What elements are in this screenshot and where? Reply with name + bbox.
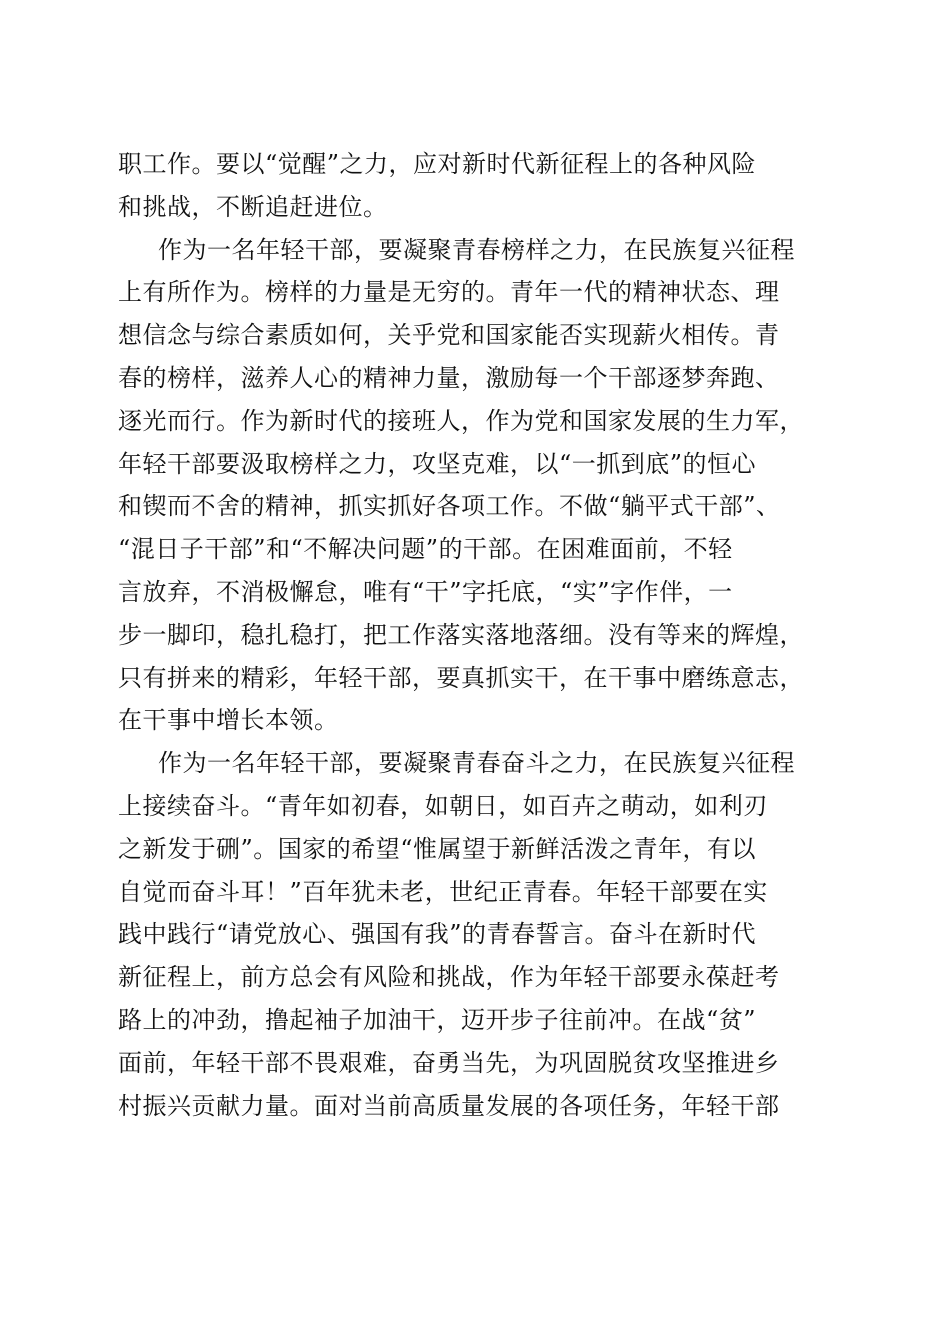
text-line: 之新发于硎”。国家的希望“惟属望于新鲜活泼之青年，有以: [118, 834, 757, 863]
text-line: 新征程上，前方总会有风险和挑战，作为年轻干部要永葆赶考: [118, 963, 780, 992]
text-line: 年轻干部要汲取榜样之力，攻坚克难，以“一抓到底”的恒心: [118, 449, 757, 478]
text-line: 上有所作为。榜样的力量是无穷的。青年一代的精神状态、理: [118, 278, 780, 307]
text-line: 在干事中增长本领。: [118, 706, 339, 735]
text-line: 面前，年轻干部不畏艰难，奋勇当先，为巩固脱贫攻坚推进乡: [118, 1048, 780, 1077]
text-line: 春的榜样，滋养人心的精神力量，激励每一个干部逐梦奔跑、: [118, 363, 780, 392]
text-line: 和挑战，不断追赶进位。: [118, 192, 388, 221]
paragraph-2: [118, 229, 830, 743]
text-line: 步一脚印，稳扎稳打，把工作落实落地落细。没有等来的辉煌，: [118, 620, 804, 649]
text-line: 践中践行“请党放心、强国有我”的青春誓言。奋斗在新时代: [118, 920, 757, 949]
text-line: 想信念与综合素质如何，关乎党和国家能否实现薪火相传。青: [118, 321, 780, 350]
text-line: “混日子干部”和“不解决问题”的干部。在困难面前，不轻: [118, 535, 733, 564]
text-line: 路上的冲劲，撸起袖子加油干，迈开步子往前冲。在战“贫”: [118, 1005, 757, 1034]
text-line: 上接续奋斗。“青年如初春，如朝日，如百卉之萌动，如利刃: [118, 791, 768, 820]
text-line: 村振兴贡献力量。面对当前高质量发展的各项任务，年轻干部: [118, 1091, 780, 1120]
paragraph-1: [118, 143, 830, 229]
text-line: 作为一名年轻干部，要凝聚青春奋斗之力，在民族复兴征程: [158, 749, 795, 778]
text-line: 只有拼来的精彩，年轻干部，要真抓实干，在干事中磨练意志，: [118, 663, 804, 692]
document-page: [118, 143, 830, 1127]
text-line: 自觉而奋斗耳！”百年犹未老，世纪正青春。年轻干部要在实: [118, 877, 768, 906]
text-line: 作为一名年轻干部，要凝聚青春榜样之力，在民族复兴征程: [158, 235, 795, 264]
text-line: 言放弃，不消极懈怠，唯有“干”字托底，“实”字作伴，一: [118, 577, 733, 606]
text-line: 职工作。要以“觉醒”之力，应对新时代新征程上的各种风险: [118, 150, 757, 178]
text-line: 逐光而行。作为新时代的接班人，作为党和国家发展的生力军，: [118, 406, 804, 435]
text-line: 和锲而不舍的精神，抓实抓好各项工作。不做“躺平式干部”、: [118, 492, 781, 521]
paragraph-3: [118, 742, 830, 1127]
